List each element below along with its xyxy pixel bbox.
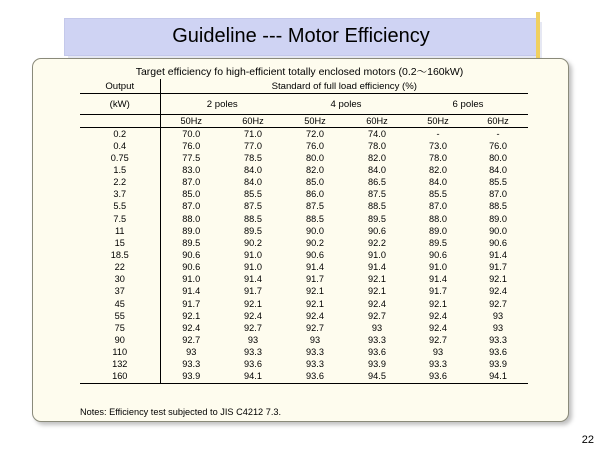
blank-header-cell <box>80 115 160 128</box>
efficiency-cell: 91.7 <box>489 262 507 273</box>
table-row <box>80 213 528 225</box>
efficiency-cell: 92.4 <box>429 322 447 333</box>
output-kw-cell: 0.4 <box>80 140 160 152</box>
table-row <box>80 334 528 346</box>
efficiency-cell: 89.5 <box>429 237 447 248</box>
table-row <box>80 201 528 213</box>
efficiency-cell: 87.5 <box>244 201 262 212</box>
efficiency-cell: 87.0 <box>182 201 201 212</box>
efficiency-cell: 92.1 <box>182 310 201 321</box>
efficiency-cell: 88.0 <box>429 213 447 224</box>
efficiency-cell: 84.0 <box>429 177 447 188</box>
efficiency-cell: 93 <box>492 310 504 321</box>
efficiency-cell: 92.1 <box>368 286 386 297</box>
efficiency-cell: 83.0 <box>182 164 201 175</box>
table-row <box>80 177 528 189</box>
freq-header: 60Hz <box>468 115 528 128</box>
efficiency-cell: 88.5 <box>244 213 262 224</box>
efficiency-cell: 90.6 <box>429 249 447 260</box>
efficiency-cell: 92.7 <box>489 298 507 309</box>
efficiency-cell: 91.0 <box>368 249 386 260</box>
table-row <box>80 371 528 384</box>
efficiency-cell: 73.0 <box>429 140 447 151</box>
table-row <box>80 164 528 176</box>
table-row <box>80 140 528 152</box>
efficiency-cell: 93.6 <box>244 359 262 370</box>
efficiency-cell: 91.0 <box>244 262 262 273</box>
efficiency-cell: 82.0 <box>306 164 324 175</box>
efficiency-cell: 92.4 <box>368 298 386 309</box>
page-number: 22 <box>581 434 594 446</box>
efficiency-cell: 90.0 <box>306 225 324 236</box>
efficiency-cell: 91.7 <box>429 286 447 297</box>
efficiency-cell: 90.6 <box>489 237 507 248</box>
output-kw-cell: 37 <box>80 286 160 298</box>
table-row <box>80 322 528 334</box>
output-kw-cell: 15 <box>80 237 160 249</box>
efficiency-cell: 91.0 <box>429 262 447 273</box>
efficiency-cell: 92.7 <box>368 310 386 321</box>
efficiency-cell: 93.3 <box>182 359 201 370</box>
efficiency-cell: - <box>496 128 500 139</box>
output-kw-cell: 5.5 <box>80 201 160 213</box>
efficiency-cell: 78.0 <box>429 152 447 163</box>
efficiency-cell: 92.7 <box>306 322 324 333</box>
slide-title: Guideline --- Motor Efficiency <box>172 25 430 47</box>
efficiency-cell: 92.4 <box>182 322 201 333</box>
efficiency-cell: 92.1 <box>429 298 447 309</box>
efficiency-cell: 89.5 <box>368 213 386 224</box>
efficiency-cell: 93.6 <box>368 347 386 358</box>
efficiency-cell: 85.0 <box>306 177 324 188</box>
efficiency-cell: 91.7 <box>182 298 201 309</box>
efficiency-cell: 94.1 <box>222 371 284 384</box>
efficiency-cell: 93.3 <box>244 347 262 358</box>
efficiency-cell: 92.1 <box>489 274 507 285</box>
output-kw-cell: 0.75 <box>80 152 160 164</box>
efficiency-cell: 84.0 <box>368 164 386 175</box>
output-kw-cell: 160 <box>80 371 160 384</box>
efficiency-cell: 93.9 <box>489 359 507 370</box>
efficiency-cell: 94.5 <box>346 371 408 384</box>
efficiency-cell: 89.5 <box>182 237 201 248</box>
efficiency-cell: 91.4 <box>244 274 262 285</box>
efficiency-cell: 93.6 <box>408 371 468 384</box>
output-kw-cell: 75 <box>80 322 160 334</box>
efficiency-cell: 82.0 <box>429 164 447 175</box>
efficiency-cell: 77.5 <box>182 152 201 163</box>
header-row-output <box>80 79 528 94</box>
efficiency-cell: 91.7 <box>244 286 262 297</box>
efficiency-cell: 76.0 <box>182 140 201 151</box>
output-kw-cell: 11 <box>80 225 160 237</box>
output-kw-cell: 30 <box>80 274 160 286</box>
pole-group-6: 6 poles <box>452 98 484 110</box>
efficiency-cell: 70.0 <box>182 128 201 139</box>
efficiency-cell: - <box>436 128 440 139</box>
efficiency-cell: 90.2 <box>244 237 262 248</box>
efficiency-cell: 93.3 <box>429 359 447 370</box>
efficiency-cell: 93.3 <box>306 347 324 358</box>
efficiency-cell: 88.5 <box>489 201 507 212</box>
output-kw-cell: 132 <box>80 359 160 371</box>
efficiency-cell: 93 <box>492 322 504 333</box>
efficiency-cell: 92.2 <box>368 237 386 248</box>
efficiency-cell: 92.4 <box>244 310 262 321</box>
efficiency-cell: 93.3 <box>368 334 386 345</box>
efficiency-cell: 90.6 <box>368 225 386 236</box>
table-row <box>80 359 528 371</box>
efficiency-cell: 93 <box>309 334 321 345</box>
output-kw-cell: 2.2 <box>80 177 160 189</box>
efficiency-cell: 88.5 <box>368 201 386 212</box>
efficiency-cell: 91.4 <box>306 262 324 273</box>
output-kw-cell: 1.5 <box>80 164 160 176</box>
efficiency-cell: 91.4 <box>182 286 201 297</box>
efficiency-cell: 93.3 <box>489 334 507 345</box>
efficiency-cell: 86.0 <box>306 189 324 200</box>
efficiency-cell: 93.3 <box>306 359 324 370</box>
efficiency-cell: 87.5 <box>306 201 324 212</box>
table-row <box>80 152 528 164</box>
standard-header: Standard of full load efficiency (%) <box>160 79 528 94</box>
efficiency-cell: 92.1 <box>306 298 324 309</box>
output-kw-cell: 0.2 <box>80 128 160 141</box>
efficiency-cell: 93.9 <box>160 371 222 384</box>
efficiency-cell: 90.2 <box>306 237 324 248</box>
efficiency-cell: 88.5 <box>306 213 324 224</box>
efficiency-cell: 87.0 <box>489 189 507 200</box>
table-row <box>80 286 528 298</box>
efficiency-cell: 89.0 <box>489 213 507 224</box>
efficiency-cell: 89.5 <box>244 225 262 236</box>
efficiency-cell: 72.0 <box>306 128 324 139</box>
efficiency-cell: 92.1 <box>368 274 386 285</box>
efficiency-cell: 92.4 <box>489 286 507 297</box>
efficiency-cell: 90.6 <box>182 249 201 260</box>
efficiency-cell: 87.0 <box>429 201 447 212</box>
efficiency-cell: 76.0 <box>306 140 324 151</box>
efficiency-cell: 94.1 <box>468 371 528 384</box>
efficiency-cell: 90.0 <box>489 225 507 236</box>
efficiency-cell: 92.7 <box>429 334 447 345</box>
efficiency-cell: 90.6 <box>306 249 324 260</box>
efficiency-cell: 85.5 <box>489 177 507 188</box>
output-kw-cell: 18.5 <box>80 249 160 261</box>
freq-header: 50Hz <box>160 115 222 128</box>
table-row <box>80 237 528 249</box>
output-kw-cell: 45 <box>80 298 160 310</box>
efficiency-cell: 84.0 <box>489 164 507 175</box>
header-row-poles <box>80 94 528 115</box>
efficiency-cell: 76.0 <box>489 140 507 151</box>
table-row <box>80 262 528 274</box>
output-kw-cell: 55 <box>80 310 160 322</box>
efficiency-cell: 91.4 <box>368 262 386 273</box>
efficiency-cell: 92.7 <box>182 334 201 345</box>
efficiency-cell: 89.0 <box>429 225 447 236</box>
efficiency-cell: 82.0 <box>368 152 386 163</box>
efficiency-cell: 92.1 <box>244 298 262 309</box>
table-notes: Notes: Efficiency test subjected to JIS C4212 7.3. <box>80 407 282 417</box>
output-kw-cell: 22 <box>80 262 160 274</box>
pole-group-2: 2 poles <box>206 98 238 110</box>
table-row <box>80 249 528 261</box>
kw-header: (kW) <box>80 94 160 115</box>
efficiency-cell: 89.0 <box>182 225 201 236</box>
efficiency-cell: 91.4 <box>429 274 447 285</box>
freq-header: 50Hz <box>408 115 468 128</box>
efficiency-cell: 78.5 <box>244 152 262 163</box>
efficiency-cell: 85.5 <box>429 189 447 200</box>
output-header: Output <box>80 79 160 94</box>
efficiency-cell: 88.0 <box>182 213 201 224</box>
efficiency-cell: 91.7 <box>306 274 324 285</box>
efficiency-cell: 91.0 <box>244 249 262 260</box>
efficiency-cell: 92.7 <box>244 322 262 333</box>
efficiency-cell: 93 <box>432 347 444 358</box>
efficiency-cell: 92.4 <box>429 310 447 321</box>
efficiency-cell: 93.9 <box>368 359 386 370</box>
output-kw-cell: 3.7 <box>80 189 160 201</box>
efficiency-cell: 85.0 <box>182 189 201 200</box>
table-row <box>80 189 528 201</box>
efficiency-cell: 91.4 <box>489 249 507 260</box>
efficiency-table <box>80 79 528 384</box>
efficiency-cell: 87.0 <box>182 177 201 188</box>
efficiency-cell: 84.0 <box>244 177 262 188</box>
table-row <box>80 298 528 310</box>
table-caption: Target efficiency fo high-efficient totally enclosed motors (0.2～160kW) <box>135 66 464 78</box>
efficiency-cell: 86.5 <box>368 177 386 188</box>
output-kw-cell: 110 <box>80 347 160 359</box>
table-row <box>80 225 528 237</box>
table-row <box>80 347 528 359</box>
output-kw-cell: 7.5 <box>80 213 160 225</box>
table-row <box>80 274 528 286</box>
efficiency-cell: 74.0 <box>368 128 386 139</box>
efficiency-cell: 93.6 <box>284 371 346 384</box>
freq-header: 60Hz <box>346 115 408 128</box>
efficiency-cell: 93 <box>186 347 197 358</box>
efficiency-cell: 92.1 <box>306 286 324 297</box>
header-row-frequency <box>80 115 528 128</box>
efficiency-cell: 93 <box>371 322 383 333</box>
table-row <box>80 310 528 322</box>
efficiency-cell: 85.5 <box>244 189 262 200</box>
efficiency-cell: 80.0 <box>306 152 324 163</box>
pole-group-4: 4 poles <box>330 98 362 110</box>
efficiency-cell: 80.0 <box>489 152 507 163</box>
efficiency-cell: 91.0 <box>182 274 201 285</box>
efficiency-cell: 92.4 <box>306 310 324 321</box>
efficiency-cell: 87.5 <box>368 189 386 200</box>
efficiency-cell: 71.0 <box>244 128 262 139</box>
table-row <box>80 128 528 141</box>
efficiency-cell: 78.0 <box>368 140 386 151</box>
efficiency-cell: 93 <box>247 334 259 345</box>
efficiency-cell: 90.6 <box>182 262 201 273</box>
efficiency-cell: 93.6 <box>489 347 507 358</box>
efficiency-cell: 84.0 <box>244 164 262 175</box>
freq-header: 60Hz <box>222 115 284 128</box>
freq-header: 50Hz <box>284 115 346 128</box>
efficiency-cell: 77.0 <box>244 140 262 151</box>
output-kw-cell: 90 <box>80 334 160 346</box>
